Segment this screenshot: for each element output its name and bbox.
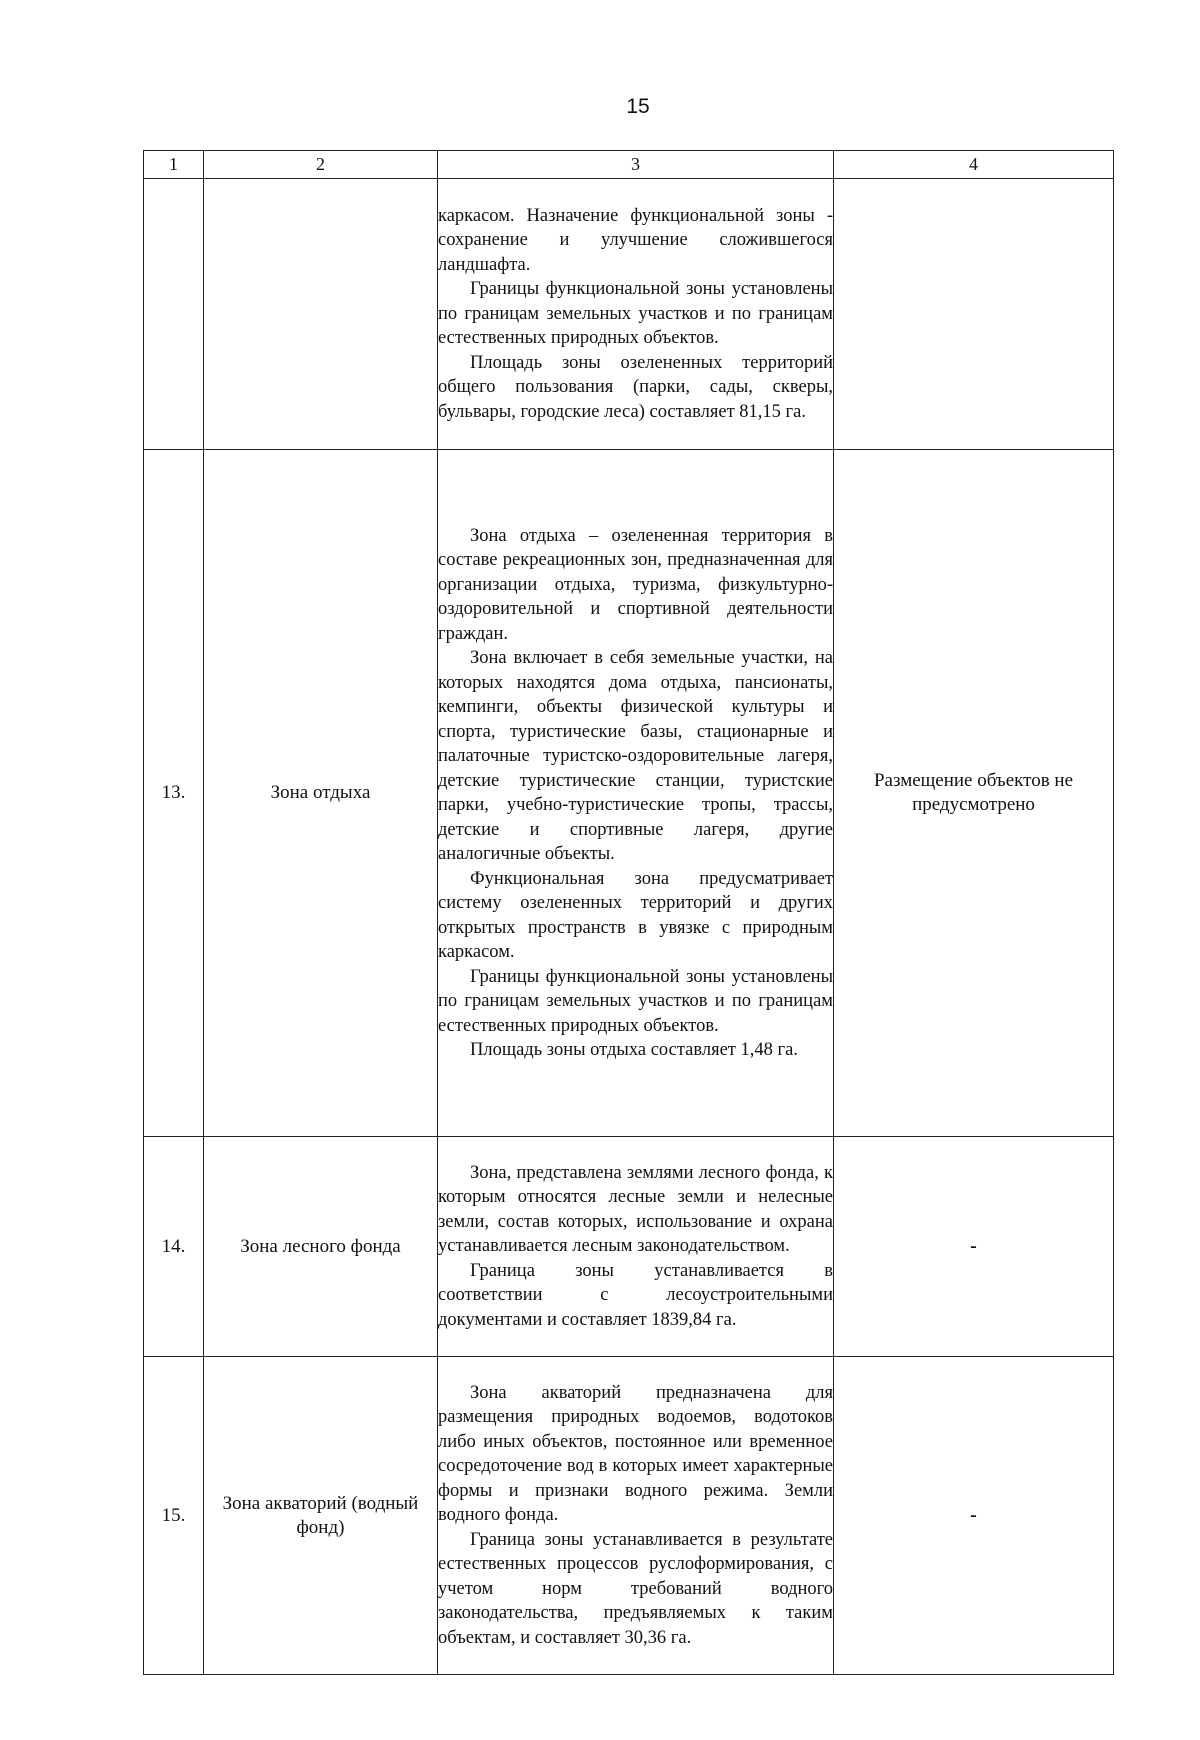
objects-cell [834,1357,1114,1675]
description-paragraph: Площадь зоны озелененных территорий общего пользования (парки, сады, скверы, бульвары, городские леса) составляет 81,15 га. [438,352,833,422]
zone-name: Зона акваторий (водный фонд) [204,1357,438,1675]
description-paragraph: Зона, представлена землями лесного фонда, к которым относятся лесные земли и нелесные земли, состав которых, использование и охрана устанавливается лесным законодательством. [438,1162,833,1257]
description-paragraph: Зона включает в себя земельные участки, на которых находятся дома отдыха, пансионаты, кемпинги, объекты физической культуры и спорта, туристические базы, стационарные и палаточные туристско-оздоровительные лагеря, детские туристические станции, туристские парки, учебно-туристические тропы, трассы, детские и спортивные лагеря, другие аналогичные объекты. [438,648,833,864]
objects-cell [834,179,1114,450]
zone-name: Зона отдыха [204,450,438,1137]
empty-dash: - [970,1235,977,1257]
description-paragraph: Граница зоны устанавливается в соответствии с лесоустроительными документами и составляет 1839,84 га. [438,1260,833,1330]
row-number: 13. [144,450,204,1137]
header-cell-2: 2 [204,151,438,179]
table-row [144,450,1114,1137]
objects-cell [834,1137,1114,1357]
description-paragraph: каркасом. Назначение функциональной зоны - сохранение и улучшение сложившегося ландшафта. [438,205,833,275]
header-cell-1: 1 [144,151,204,179]
table-row [144,1357,1114,1675]
description-paragraph: Границы функциональной зоны установлены по границам земельных участков и по границам естественных природных объектов. [438,966,833,1036]
description-paragraph: Площадь зоны отдыха составляет 1,48 га. [470,1040,798,1060]
description-paragraph: Граница зоны устанавливается в результате естественных процессов руслоформирования, с учетом норм требований водного законодательства, предъявляемых к таким объектам, и составляет 30,36 га. [438,1529,833,1648]
row-number: 14. [144,1137,204,1357]
row-number [144,179,204,450]
empty-dash: - [970,1504,977,1526]
zone-name [204,179,438,450]
zone-description [438,450,834,1137]
row-number: 15. [144,1357,204,1675]
description-paragraph: Границы функциональной зоны установлены по границам земельных участков и по границам естественных природных объектов. [438,279,833,349]
zone-description [438,1137,834,1357]
header-cell-3: 3 [438,151,834,179]
table-row [144,1137,1114,1357]
description-paragraph: Функциональная зона предусматривает систему озелененных территорий и других открытых пространств в увязке с природным каркасом. [438,868,833,962]
zone-description [438,179,834,450]
zone-name: Зона лесного фонда [204,1137,438,1357]
page-number: 15 [626,95,650,118]
table-row [144,179,1114,450]
description-paragraph: Зона акваторий предназначена для размещения природных водоемов, водотоков либо иных объектов, постоянное или временное сосредоточение вод в которых имеет характерные формы и признаки водного режима. Земли водного фонда. [438,1382,833,1526]
header-cell-4: 4 [834,151,1114,179]
header-row [144,151,1114,179]
zone-description [438,1357,834,1675]
zones-table [143,150,1114,1675]
description-paragraph: Зона отдыха – озелененная территория в составе рекреационных зон, предназначенная для организации отдыха, туризма, физкультурно-оздоровительной и спортивной деятельности граждан. [438,525,833,644]
objects-cell: Размещение объектов не предусмотрено [834,450,1114,1137]
